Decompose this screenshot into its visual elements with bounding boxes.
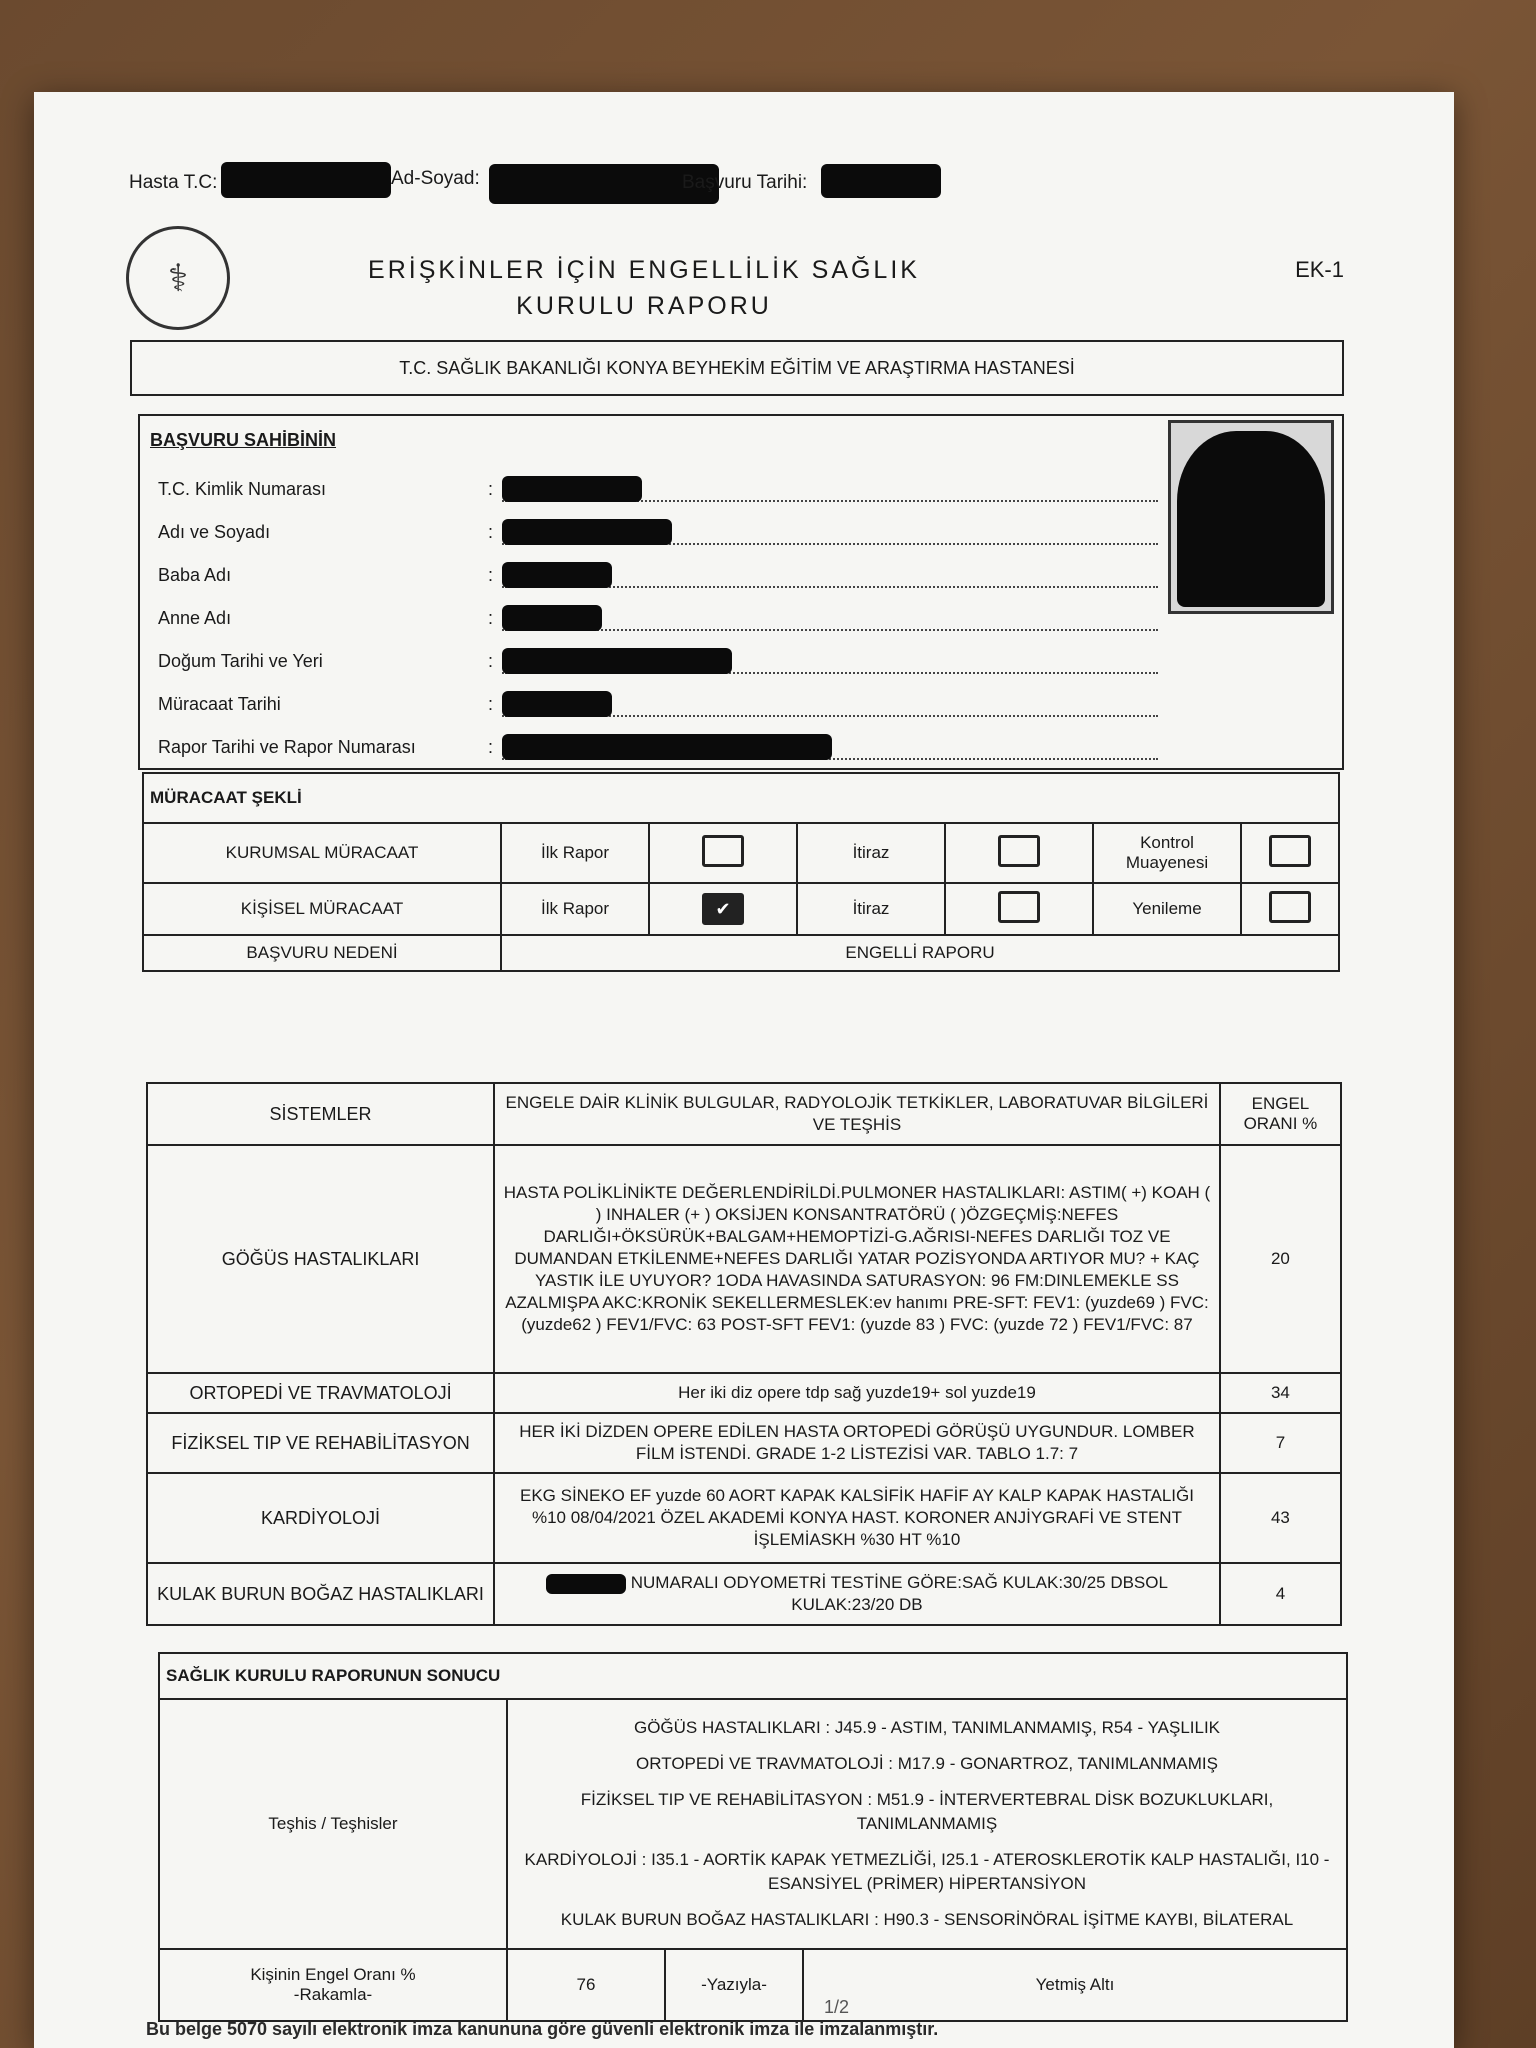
diagnosis-item: KARDİYOLOJİ : I35.1 - AORTİK KAPAK YETMEZLİĞİ, I25.1 - ATEROSKLEROTİK KALP HASTALIĞI, I10 - ESANSİYEL (PRİMER) HİPERTANSİYON xyxy=(524,1850,1330,1893)
field-name: Adı ve Soyadı : xyxy=(158,511,1158,554)
row-findings: EKG SİNEKO EF yuzde 60 AORT KAPAK KALSİFİK HAFİF AY KALP KAPAK HASTALIĞI %10 08/04/2021 ÖZEL AKADEMİ KONYA HAST. KORONER ANJİYGRAFİ VE STENT İŞLEMİASKH %30 HT %10 xyxy=(494,1473,1220,1563)
redacted-tc xyxy=(221,162,391,198)
reason-value: ENGELLİ RAPORU xyxy=(501,935,1339,971)
applicant-section-title: BAŞVURU SAHİBİNİN xyxy=(150,430,337,450)
table-row xyxy=(147,1473,1341,1563)
renewal-label: Yenileme xyxy=(1093,883,1241,935)
first-report-label: İlk Rapor xyxy=(501,823,649,883)
row-findings xyxy=(494,1563,1220,1625)
row-rate: 43 xyxy=(1220,1473,1341,1563)
report-paper xyxy=(34,92,1454,2048)
page-number: 1/2 xyxy=(824,1997,850,2017)
applicant-fields xyxy=(158,468,1158,769)
diagnosis-item: FİZİKSEL TIP VE REHABİLİTASYON : M51.9 - İNTERVERTEBRAL DİSK BOZUKLUKLARI, TANIMLANMAMIŞ xyxy=(580,1790,1274,1833)
field-mother: Anne Adı : xyxy=(158,597,1158,640)
field-tc: T.C. Kimlik Numarası : xyxy=(158,468,1158,511)
institutional-first-report-checkbox[interactable] xyxy=(702,835,744,867)
row-system: GÖĞÜS HASTALIKLARI xyxy=(147,1145,494,1373)
rate-written: Yetmiş Altı xyxy=(803,1949,1347,2021)
control-label-2: Muayenesi xyxy=(1125,853,1209,872)
personal-label: KİŞİSEL MÜRACAAT xyxy=(143,883,501,935)
result-table xyxy=(158,1652,1348,2022)
redacted-test-number xyxy=(546,1574,626,1594)
field-label: Adı ve Soyadı xyxy=(158,522,271,542)
field-application-date: Müracaat Tarihi : xyxy=(158,683,1158,726)
application-date-label: Başvuru Tarihi: xyxy=(682,172,808,193)
field-label: T.C. Kimlik Numarası xyxy=(158,479,327,499)
row-rate: 20 xyxy=(1220,1145,1341,1373)
signature-note: Bu belge 5070 sayılı elektronik imza kanununa göre güvenli elektronik imza ile imzalanmıştır. xyxy=(146,2019,939,2039)
field-label: Anne Adı xyxy=(158,608,232,628)
row-system: KULAK BURUN BOĞAZ HASTALIKLARI xyxy=(147,1563,494,1625)
field-label: Doğum Tarihi ve Yeri xyxy=(158,651,323,671)
objection-label-2: İtiraz xyxy=(797,883,945,935)
personal-objection-checkbox[interactable] xyxy=(998,891,1040,923)
application-section-title: MÜRACAAT ŞEKLİ xyxy=(143,773,1339,823)
form-code: EK-1 xyxy=(1295,257,1344,282)
rate-number: 76 xyxy=(507,1949,665,2021)
row-system: FİZİKSEL TIP VE REHABİLİTASYON xyxy=(147,1413,494,1473)
patient-tc-label: Hasta T.C: xyxy=(129,172,218,193)
applicant-photo xyxy=(1168,420,1334,614)
hospital-name: T.C. SAĞLIK BAKANLIĞI KONYA BEYHEKİM EĞİTİM VE ARAŞTIRMA HASTANESİ xyxy=(130,340,1344,396)
title-line1: ERİŞKİNLER İÇİN ENGELLİLİK SAĞLIK xyxy=(368,256,920,284)
name-label: Ad-Soyad: xyxy=(391,168,480,189)
result-section-title: SAĞLIK KURULU RAPORUNUN SONUCU xyxy=(159,1653,1347,1699)
rate-header: ENGEL ORANI % xyxy=(1220,1083,1341,1145)
rate-label-1: Kişinin Engel Oranı % xyxy=(250,1965,416,1984)
diagnosis-list xyxy=(507,1699,1347,1949)
row-rate: 7 xyxy=(1220,1413,1341,1473)
rate-label-2: -Rakamla- xyxy=(293,1985,373,2004)
diagnosis-item: ORTOPEDİ VE TRAVMATOLOJİ : M17.9 - GONARTROZ, TANIMLANMAMIŞ xyxy=(636,1754,1218,1773)
field-report-no: Rapor Tarihi ve Rapor Numarası : xyxy=(158,726,1158,769)
diagnosis-item: KULAK BURUN BOĞAZ HASTALIKLARI : H90.3 - SENSORİNÖRAL İŞİTME KAYBI, BİLATERAL xyxy=(560,1910,1294,1929)
row-findings: Her iki diz opere tdp sağ yuzde19+ sol yuzde19 xyxy=(494,1373,1220,1413)
ministry-logo: ⚕ xyxy=(126,226,230,330)
written-label: -Yazıyla- xyxy=(665,1949,803,2021)
row-findings: HER İKİ DİZDEN OPERE EDİLEN HASTA ORTOPEDİ GÖRÜŞÜ UYGUNDUR. LOMBER FİLM İSTENDİ. GRADE 1-2 LİSTEZİSİ VAR. TABLO 1.7: 7 xyxy=(494,1413,1220,1473)
field-father: Baba Adı : xyxy=(158,554,1158,597)
row-system: KARDİYOLOJİ xyxy=(147,1473,494,1563)
systems-header: SİSTEMLER xyxy=(147,1083,494,1145)
findings-header: ENGELE DAİR KLİNİK BULGULAR, RADYOLOJİK TETKİKLER, LABORATUVAR BİLGİLERİ VE TEŞHİS xyxy=(494,1083,1220,1145)
redacted-date xyxy=(821,164,941,198)
table-row xyxy=(147,1145,1341,1373)
first-report-label-2: İlk Rapor xyxy=(501,883,649,935)
report-title xyxy=(294,252,994,324)
field-birth: Doğum Tarihi ve Yeri : xyxy=(158,640,1158,683)
personal-first-report-checkbox[interactable]: ✔ xyxy=(702,893,744,925)
table-row xyxy=(147,1373,1341,1413)
row-findings-text: NUMARALI ODYOMETRİ TESTİNE GÖRE:SAĞ KULAK:30/25 DBSOL KULAK:23/20 DB xyxy=(630,1573,1168,1614)
diagnosis-item: GÖĞÜS HASTALIKLARI : J45.9 - ASTIM, TANIMLANMAMIŞ, R54 - YAŞLILIK xyxy=(633,1718,1221,1737)
institutional-label: KURUMSAL MÜRACAAT xyxy=(143,823,501,883)
field-label: Rapor Tarihi ve Rapor Numarası xyxy=(158,737,416,757)
row-findings: HASTA POLİKLİNİKTE DEĞERLENDİRİLDİ.PULMONER HASTALIKLARI: ASTIM( +) KOAH ( ) INHALER (+ ) OKSİJEN KONSANTRATÖRÜ ( )ÖZGEÇMİŞ:NEFES DARLIĞI+ÖKSÜRÜK+BALGAM+HEMOPTİZİ-G.AĞRISI-NEFES DARLIĞI TOZ VE DUMANDAN ETKİLENME+NEFES DARLIĞI YATAR POZİSYONDA ARTIYOR MU? + KAÇ YASTIK İLE UYUYOR? 1ODA HAVASINDA SATURASYON: 96 FM:DINLEMEKLE SS AZALMIŞPA AKC:KRONİK SEKELLERMESLEK:ev hanımı PRE-SFT: FEV1: (yuzde69 ) FVC: (yuzde62 ) FEV1/FVC: 63 POST-SFT FEV1: (yuzde 83 ) FVC: (yuzde 72 ) FEV1/FVC: 87 xyxy=(494,1145,1220,1373)
institutional-objection-checkbox[interactable] xyxy=(998,835,1040,867)
control-label-1: Kontrol xyxy=(1140,833,1194,852)
control-checkbox[interactable] xyxy=(1269,835,1311,867)
title-line2: KURULU RAPORU xyxy=(516,292,772,320)
systems-table xyxy=(146,1082,1342,1626)
table-row xyxy=(147,1413,1341,1473)
renewal-checkbox[interactable] xyxy=(1269,891,1311,923)
row-rate: 34 xyxy=(1220,1373,1341,1413)
field-label: Müracaat Tarihi xyxy=(158,694,281,714)
table-row xyxy=(147,1563,1341,1625)
applicant-section xyxy=(138,414,1344,770)
row-rate: 4 xyxy=(1220,1563,1341,1625)
objection-label: İtiraz xyxy=(797,823,945,883)
application-form-table xyxy=(142,772,1340,972)
field-label: Baba Adı xyxy=(158,565,232,585)
row-system: ORTOPEDİ VE TRAVMATOLOJİ xyxy=(147,1373,494,1413)
reason-label: BAŞVURU NEDENİ xyxy=(143,935,501,971)
diagnosis-label: Teşhis / Teşhisler xyxy=(159,1699,507,1949)
